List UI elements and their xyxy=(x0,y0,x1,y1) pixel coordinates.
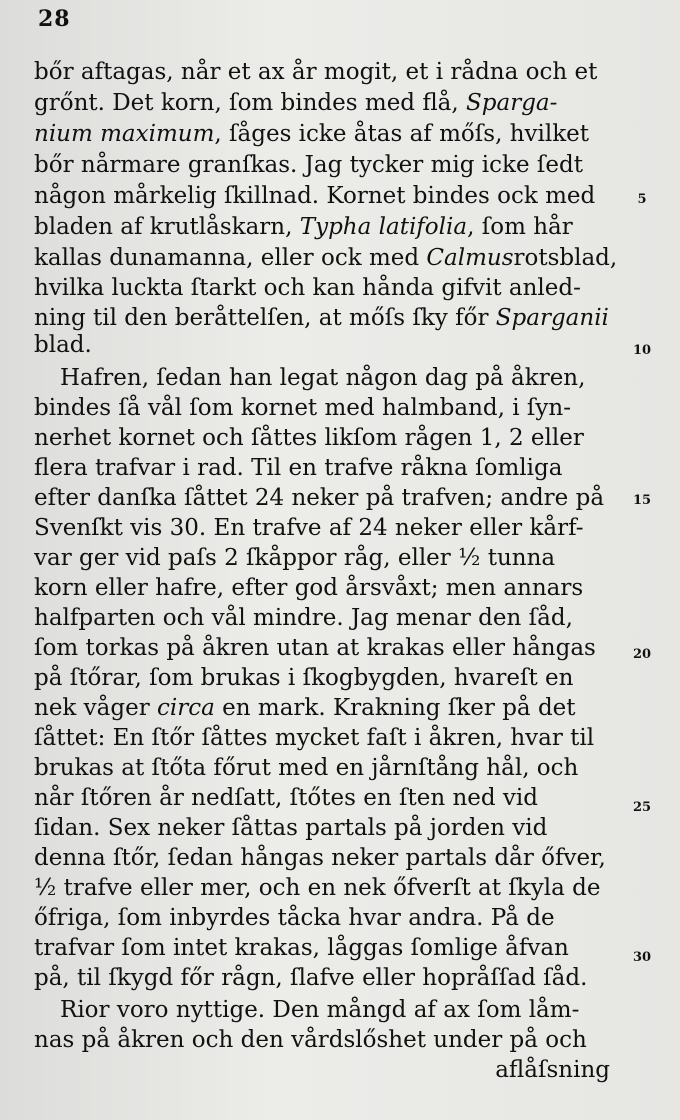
text-line-9: ning til den beråttelſen, at mőſs ſky főr Sparganii xyxy=(34,305,609,331)
text-line-27: denna ſtőr, ſedan hångas neker partals dår őfver, xyxy=(34,845,606,871)
line-number-20: 20 xyxy=(632,647,652,662)
text-line-12: bindes ſå vål ſom kornet med halmband, i ſyn- xyxy=(34,395,571,421)
text-line-26: ſidan. Sex neker ſåttas partals på jorden vid xyxy=(34,815,548,841)
text-line-7: kallas dunamanna, eller ock med Calmusrotsblad, xyxy=(34,245,618,271)
text-line-24: brukas at ſtőta főrut med en jårnſtång hål, och xyxy=(34,755,579,781)
text-line-17: var ger vid paſs 2 ſkåppor råg, eller ½ tunna xyxy=(34,545,556,571)
text-line-6: bladen af krutlåskarn, Typha latifolia, ſom hår xyxy=(34,214,573,240)
line-number-5: 5 xyxy=(637,192,647,207)
text-line-16: Svenſkt vis 30. En trafve af 24 neker eller kårf- xyxy=(34,515,584,541)
line-number-15: 15 xyxy=(632,493,652,508)
text-line-13: nerhet kornet och ſåttes likſom rågen 1, 2 eller xyxy=(34,425,584,451)
text-line-5: någon mårkelig ſkillnad. Kornet bindes ock med xyxy=(34,183,596,209)
text-line-30: trafvar ſom intet krakas, låggas ſomlige åfvan xyxy=(34,935,569,961)
text-line-32: Rior voro nyttige. Den mångd af ax ſom låm- xyxy=(60,997,580,1023)
page-number: 28 xyxy=(38,6,71,32)
text-line-1: bőr aftagas, når et ax år mogit, et i rådna och et xyxy=(34,59,598,85)
text-line-22: nek våger circa en mark. Krakning ſker på det xyxy=(34,695,576,721)
text-line-23: ſåttet: En ſtőr ſåttes mycket faſt i åkren, hvar til xyxy=(34,725,595,751)
text-line-28: ½ trafve eller mer, och en nek őfverſt at ſkyla de xyxy=(34,875,601,901)
text-line-18: korn eller hafre, efter god årsvåxt; men annars xyxy=(34,575,584,601)
line-number-30: 30 xyxy=(632,950,652,965)
text-line-29: őfriga, ſom inbyrdes tåcka hvar andra. På de xyxy=(34,905,555,931)
text-line-25: når ſtőren år nedſatt, ſtőtes en ſten ned vid xyxy=(34,785,538,811)
text-line-11: Hafren, ſedan han legat någon dag på åkren, xyxy=(60,365,586,391)
text-line-10: blad. xyxy=(34,332,92,358)
text-line-14: flera trafvar i rad. Til en trafve råkna ſomliga xyxy=(34,455,563,481)
text-line-33: nas på åkren och den vårdslőshet under på och xyxy=(34,1027,587,1053)
line-number-25: 25 xyxy=(632,800,652,815)
text-line-4: bőr nårmare granſkas. Jag tycker mig icke ſedt xyxy=(34,152,583,178)
text-line-15: efter danſka ſåttet 24 neker på trafven; andre på xyxy=(34,485,605,511)
text-line-3: nium maximum, ſåges icke åtas af mőſs, hvilket xyxy=(34,121,590,147)
text-line-34: aflåſsning xyxy=(495,1057,610,1083)
text-line-20: ſom torkas på åkren utan at krakas eller hångas xyxy=(34,635,596,661)
text-line-8: hvilka luckta ſtarkt och kan hånda gifvit anled- xyxy=(34,275,581,301)
line-number-10: 10 xyxy=(632,343,652,358)
text-line-2: grőnt. Det korn, ſom bindes med flå, Sparga- xyxy=(34,90,558,116)
text-line-21: på ſtőrar, ſom brukas i ſkogbygden, hvareſt en xyxy=(34,665,574,691)
text-line-19: halfparten och vål mindre. Jag menar den ſåd, xyxy=(34,605,573,631)
text-line-31: på, til ſkygd főr rågn, ſlafve eller hopråſſad ſåd. xyxy=(34,965,588,991)
